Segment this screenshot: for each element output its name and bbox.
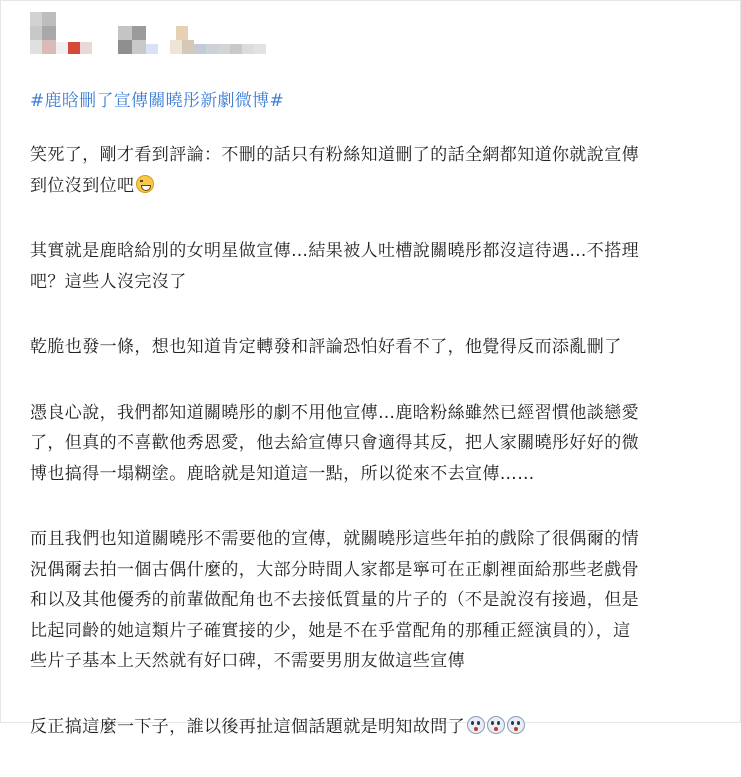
post-body	[30, 140, 720, 777]
hashtag-link[interactable]: #鹿晗刪了宣傳關曉彤新劇微博#	[30, 91, 284, 111]
text-line: 而且我們也知道關曉彤不需要他的宣傳，就關曉彤這些年拍的戲除了很偶爾的情	[30, 529, 639, 549]
paragraph	[30, 236, 720, 297]
text-line: 比起同齡的她這類片子確實接的少，她是不在乎當配角的那種正經演員的），這	[30, 620, 631, 641]
text-line: 到位沒到位吧	[30, 175, 135, 196]
shock-emoji-icon	[507, 716, 525, 734]
paragraph	[30, 524, 720, 677]
text-line: 乾脆也發一條，想也知道肯定轉發和評論恐怕好看不了，他覺得反而添亂刪了	[30, 337, 622, 357]
text-line: 反正搞這麼一下子，誰以後再扯這個話題就是明知故問了	[30, 716, 465, 737]
text-line: 了，但真的不喜歡他秀恩愛，他去給宣傳只會適得其反，把人家關曉彤好好的微	[30, 433, 639, 453]
text-line: 笑死了，剛才看到評論：不刪的話只有粉絲知道刪了的話全網都知道你就說宣傳	[30, 145, 639, 165]
text-line: 些片子基本上天然就有好口碑，不需要男朋友做這些宣傳	[30, 651, 465, 671]
text-line: 和以及其他優秀的前輩做配角也不去接低質量的片子的（不是說沒有接過，但是	[30, 590, 639, 610]
paragraph	[30, 332, 720, 363]
laugh-emoji-icon	[136, 175, 154, 193]
text-line: 吧？這些人沒完沒了	[30, 271, 187, 292]
paragraph	[30, 398, 720, 490]
pixelated-user-header	[30, 12, 270, 62]
text-line: 況偶爾去拍一個古偶什麼的，大部分時間人家都是寧可在正劇裡面給那些老戲骨	[30, 559, 639, 580]
shock-emoji-icon	[467, 716, 485, 734]
text-line: 博也搞得一塌糊塗。鹿晗就是知道這一點，所以從來不去宣傳……	[30, 463, 535, 484]
text-line: 憑良心說，我們都知道關曉彤的劇不用他宣傳…鹿晗粉絲雖然已經習慣他談戀愛	[30, 402, 639, 423]
shock-emoji-icon	[487, 716, 505, 734]
paragraph	[30, 712, 720, 743]
text-line: 其實就是鹿晗給別的女明星做宣傳…結果被人吐槽說關曉彤都沒這待遇…不搭理	[30, 241, 639, 261]
paragraph	[30, 140, 720, 201]
